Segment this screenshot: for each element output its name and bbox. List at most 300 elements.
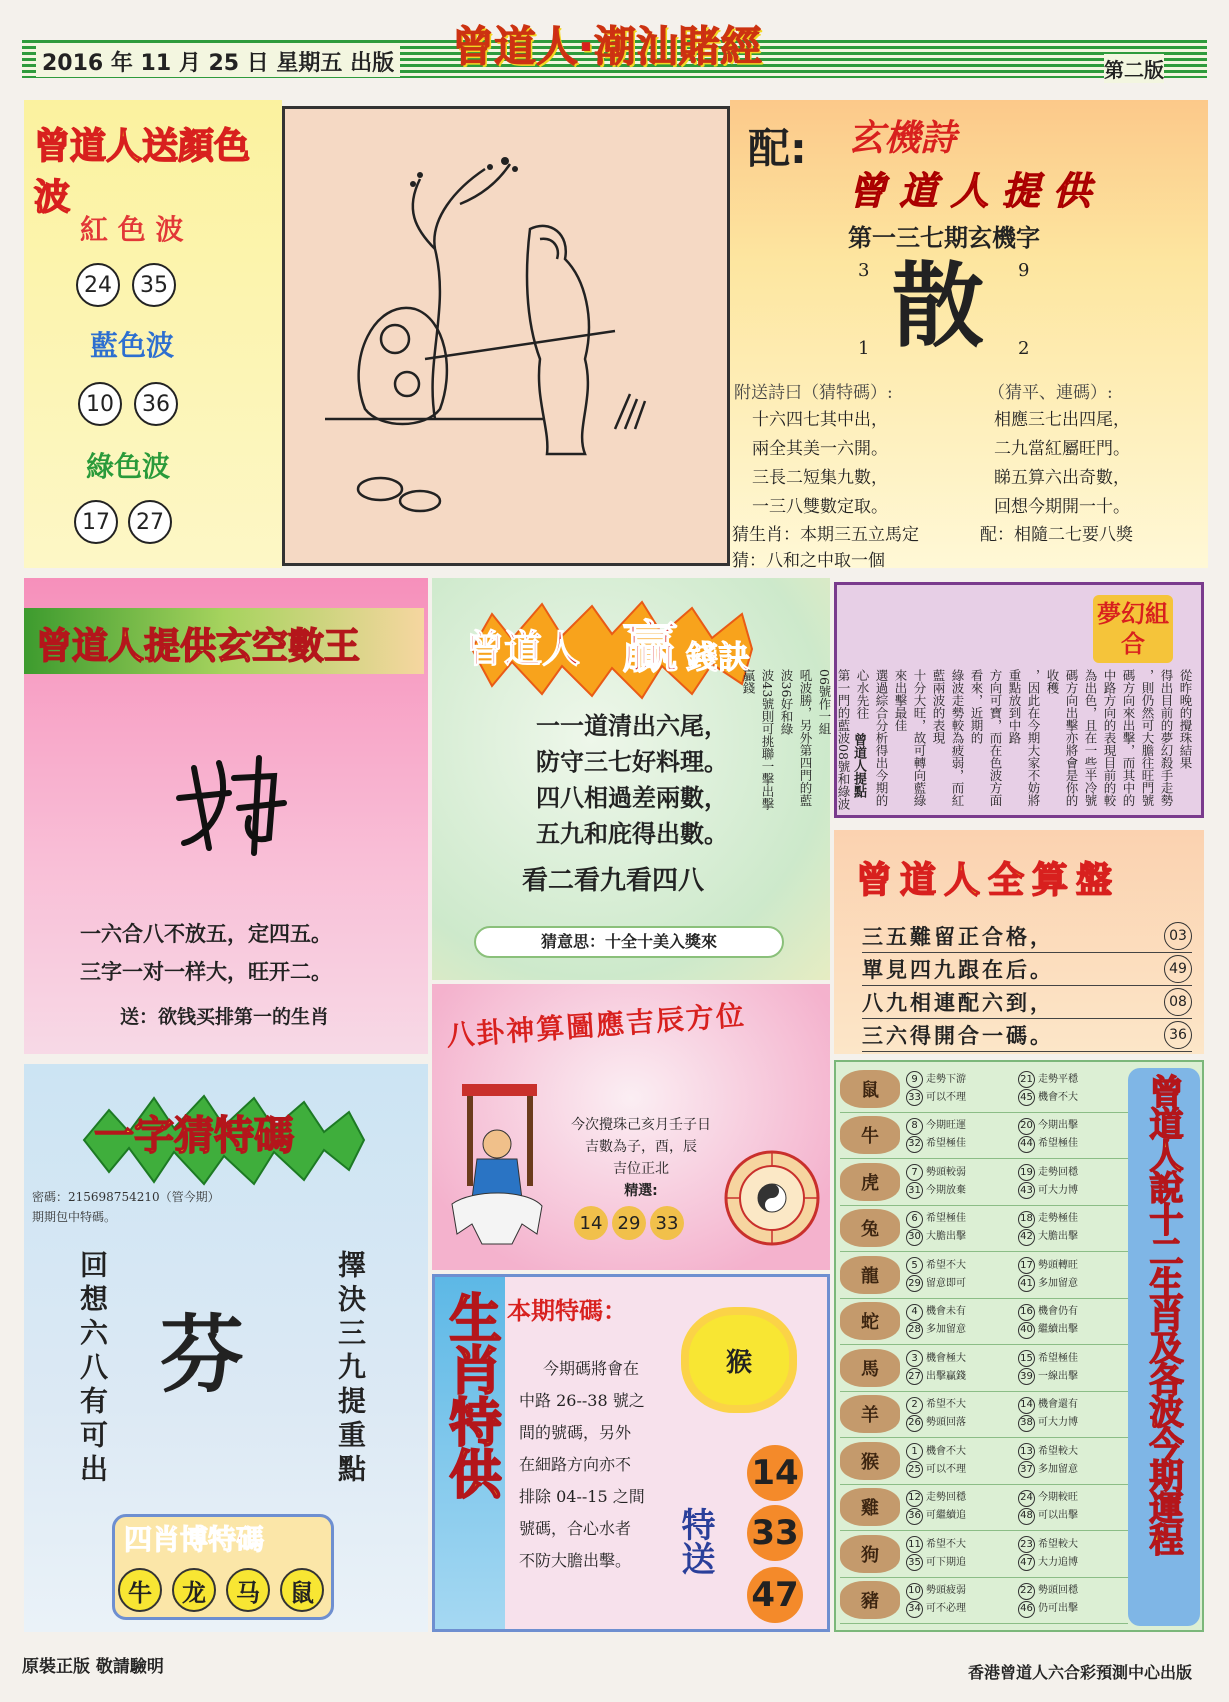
- fortune-cell: [1018, 1210, 1126, 1246]
- fortune-text: 機會不大: [1038, 1091, 1078, 1103]
- fortune-text: 今期放棄: [926, 1184, 966, 1196]
- dream-col: ，則仍然可大膽往旺門號: [1140, 669, 1155, 807]
- fortune-cell: [1018, 1582, 1126, 1618]
- fortune-num: 19: [1018, 1164, 1035, 1181]
- fortune-text: 走勢下游: [926, 1073, 966, 1085]
- zodiac-text: [519, 1353, 645, 1577]
- fortune-line: [906, 1396, 1014, 1414]
- fortune-line: [1018, 1257, 1126, 1275]
- fortune-text: 走勢極佳: [1038, 1213, 1078, 1225]
- guess-zodiac: 猜生肖：本期三五立馬定: [732, 525, 919, 545]
- fortune-text: 希望極佳: [926, 1138, 966, 1150]
- poem-left-line: 兩全其美一六開。: [752, 439, 888, 459]
- abacus-text: 單見四九跟在后。: [862, 957, 1054, 982]
- fortune-num: 45: [1018, 1089, 1035, 1106]
- zodiac-text-line: 中路 26--38 號之: [519, 1391, 645, 1410]
- abacus-panel: [834, 830, 1204, 1054]
- fortune-line: [1018, 1350, 1126, 1368]
- abacus-num: 36: [1164, 1021, 1192, 1049]
- fortune-line: [1018, 1582, 1126, 1600]
- fortune-line: [1018, 1600, 1126, 1618]
- fortune-text: 勢頭轉旺: [1038, 1259, 1078, 1271]
- fortune-line: [1018, 1135, 1126, 1153]
- fortune-text: 今期出擊: [1038, 1120, 1078, 1132]
- fortune-num: 25: [906, 1461, 923, 1478]
- fortune-line: [1018, 1321, 1126, 1339]
- fortune-num: 3: [906, 1350, 923, 1367]
- fortune-line: [906, 1164, 1014, 1182]
- fortune-line: [1018, 1117, 1126, 1135]
- special-num: 14: [747, 1445, 803, 1501]
- xuanji-provider: 曾 道 人 提 供: [848, 169, 1091, 213]
- fortune-line: [1018, 1443, 1126, 1461]
- zodiac-animal-icon: 狗: [840, 1535, 900, 1573]
- fortune-cell: [906, 1071, 1014, 1107]
- fortune-text: 走勢回穩: [1038, 1166, 1078, 1178]
- fortune-text: 大膽出擊: [1038, 1231, 1078, 1243]
- fortune-text: 走勢平穩: [1038, 1073, 1078, 1085]
- color-wave-panel: [24, 100, 282, 568]
- zodiac-animal-icon: 蛇: [840, 1302, 900, 1340]
- fortune-num: 21: [1018, 1071, 1035, 1088]
- fortune-line: [1018, 1489, 1126, 1507]
- fortune-text: 可不必理: [926, 1603, 966, 1615]
- left-column-text: 回想六八有可出: [76, 1250, 109, 1488]
- fortune-text: 可大力博: [1038, 1417, 1078, 1429]
- fortune-text: 希望較大: [1038, 1445, 1078, 1457]
- fortune-text: 希望不大: [926, 1538, 966, 1550]
- fortune-text: 希望極佳: [926, 1213, 966, 1225]
- fortune-text: 機會仍有: [1038, 1306, 1078, 1318]
- header-title: 曾道人·潮汕賭經: [452, 22, 762, 71]
- abacus-rows: [862, 920, 1192, 1052]
- zodiac-animal-icon: 龍: [840, 1256, 900, 1294]
- red-wave-label: 紅 色 波: [80, 213, 184, 246]
- fortune-cell: [906, 1210, 1014, 1246]
- dream-col: 吼波勝，另外第四門的藍波36好和綠: [779, 669, 813, 807]
- fortune-num: 33: [906, 1089, 923, 1106]
- win-look: 看二看九看四八: [522, 866, 705, 896]
- four-zodiac: 马: [226, 1568, 270, 1612]
- zodiac-animal-icon: 雞: [840, 1488, 900, 1526]
- dream-col: 贏錢: [741, 669, 756, 694]
- xuankong-line-2: 三字一对一样大，旺开二。: [80, 959, 332, 984]
- fortune-text: 希望極佳: [1038, 1138, 1078, 1150]
- fortune-cell: [1018, 1350, 1126, 1386]
- fortune-text: 仍可出擊: [1038, 1603, 1078, 1615]
- xuankong-title: 曾道人提供玄空數王: [36, 626, 361, 667]
- fortune-text: 一線出擊: [1038, 1370, 1078, 1382]
- bagua-num: 14: [574, 1206, 608, 1240]
- fortune-text: 多加留意: [1038, 1463, 1078, 1475]
- dream-col: 中路方向的表現目前的較: [1102, 669, 1117, 807]
- fortune-text: 留意即可: [926, 1277, 966, 1289]
- win-title-b: 贏: [622, 616, 678, 681]
- fortune-line: [906, 1489, 1014, 1507]
- fortune-text: 可大力博: [1038, 1184, 1078, 1196]
- xuankong-panel: [24, 578, 428, 1054]
- fortune-num: 44: [1018, 1136, 1035, 1153]
- red-ball-1: 24: [76, 263, 120, 307]
- fortune-cell: [1018, 1117, 1126, 1153]
- abacus-text: 三六得開合一碼。: [862, 1023, 1054, 1048]
- fortune-text: 希望不大: [926, 1259, 966, 1271]
- fortune-num: 29: [906, 1275, 923, 1292]
- fortune-num: 23: [1018, 1536, 1035, 1553]
- zodiac-text-line: 今期碼將會在: [543, 1359, 640, 1378]
- fortune-num: 9: [906, 1071, 923, 1088]
- bagua-num: 29: [612, 1206, 646, 1240]
- fortune-line: [1018, 1210, 1126, 1228]
- fortune-line: [906, 1507, 1014, 1525]
- zodiac-text-line: 間的號碼，另外: [519, 1423, 632, 1442]
- fortune-num: 15: [1018, 1350, 1035, 1367]
- fortune-num: 16: [1018, 1304, 1035, 1321]
- fortune-text: 今期旺運: [926, 1120, 966, 1132]
- poem-left-line: 三長二短集九數，: [752, 468, 888, 488]
- zodiac-animal-icon: 猴: [840, 1442, 900, 1480]
- zodiac-special-panel: [432, 1274, 830, 1632]
- abacus-row: [862, 953, 1192, 986]
- win-line: 一一道清出六尾，: [536, 711, 728, 740]
- poem-left: [752, 406, 888, 522]
- fortune-line: [906, 1414, 1014, 1432]
- fortune-text: 機會極大: [926, 1352, 966, 1364]
- zodiac-fortune-row: [840, 1206, 1128, 1253]
- zodiac-animal-icon: 羊: [840, 1395, 900, 1433]
- four-zodiacs: [118, 1568, 324, 1612]
- fortune-cell: [906, 1396, 1014, 1432]
- win-title-a: 曾道人: [466, 627, 581, 671]
- four-zodiac: 鼠: [280, 1568, 324, 1612]
- bagua-nums: [574, 1206, 684, 1240]
- xuankong-note: 送：欲钱买排第一的生肖: [120, 1006, 330, 1028]
- xuanji-panel: [730, 100, 1208, 571]
- poem-right-line: 二九當紅屬旺門。: [994, 439, 1130, 459]
- bagua-line: 今次攪珠己亥月壬子日: [571, 1117, 711, 1133]
- zodiac-fortune-row: [840, 1345, 1128, 1392]
- fortune-line: [906, 1461, 1014, 1479]
- fortune-text: 勢頭回落: [926, 1417, 966, 1429]
- fortune-num: 22: [1018, 1583, 1035, 1600]
- zodiac-fortune-row: [840, 1485, 1128, 1532]
- illustration-frame: [282, 106, 730, 566]
- special-send-label: 特送: [675, 1507, 715, 1575]
- fortune-line: [1018, 1228, 1126, 1246]
- dream-title: 夢幻組合: [1093, 595, 1173, 663]
- zodiac-fortune-row: [840, 1531, 1128, 1578]
- dream-col: 第一門的藍波08號和綠波06號作一組: [817, 669, 851, 810]
- fortune-line: [906, 1228, 1014, 1246]
- fortune-text: 希望較大: [1038, 1538, 1078, 1550]
- fortune-cell: [1018, 1536, 1126, 1572]
- poem-left-line: 一三八雙數定取。: [752, 497, 888, 517]
- one-char-glyph: 芬: [160, 1305, 245, 1404]
- fortune-num: 30: [906, 1229, 923, 1246]
- abacus-row: [862, 986, 1192, 1019]
- fortune-num: 14: [1018, 1397, 1035, 1414]
- fortune-line: [906, 1089, 1014, 1107]
- abacus-text: 八九相連配六到，: [862, 990, 1054, 1015]
- fortune-line: [906, 1368, 1014, 1386]
- header-edition: 第二版: [1104, 54, 1164, 83]
- fortune-num: 10: [906, 1583, 923, 1600]
- bagua-line: 吉數為子，酉，辰: [585, 1139, 697, 1155]
- fortune-line: [906, 1582, 1014, 1600]
- fortune-cell: [906, 1350, 1014, 1386]
- zodiac-fortune-row: [840, 1113, 1128, 1160]
- red-ball-2: 35: [132, 263, 176, 307]
- fortune-num: 13: [1018, 1443, 1035, 1460]
- fortune-text: 多加留意: [926, 1324, 966, 1336]
- fortune-text: 繼續出擊: [1038, 1324, 1078, 1336]
- zodiac-fortune-row: [840, 1578, 1128, 1625]
- abacus-num: 08: [1164, 988, 1192, 1016]
- fortune-line: [1018, 1554, 1126, 1572]
- fortune-num: 31: [906, 1182, 923, 1199]
- right-column-text: 擇決三九提重點: [334, 1250, 367, 1488]
- fortune-num: 41: [1018, 1275, 1035, 1292]
- xuanji-title: 玄機詩: [848, 118, 957, 159]
- dream-col: 碼方向出擊亦將會是你的收穫: [1045, 669, 1079, 807]
- fortune-text: 可下期追: [926, 1556, 966, 1568]
- fortune-cell: [906, 1257, 1014, 1293]
- zodiac-animal-icon: 鼠: [840, 1070, 900, 1108]
- flower-zodiac: 猴: [689, 1315, 789, 1405]
- dream-col: 得出目前的夢幻殺手走勢: [1159, 669, 1174, 807]
- four-title: 四肖博特碼: [124, 1523, 265, 1556]
- fortune-line: [906, 1536, 1014, 1554]
- fortune-text: 機會未有: [926, 1306, 966, 1318]
- fortune-num: 24: [1018, 1490, 1035, 1507]
- fortune-num: 1: [906, 1443, 923, 1460]
- bagua-panel: [432, 984, 830, 1270]
- guess-line2: 猜：八和之中取一個: [732, 551, 885, 571]
- special-num: 33: [747, 1505, 803, 1561]
- fortune-text: 大膽出擊: [926, 1231, 966, 1243]
- fortune-text: 勢頭疲弱: [926, 1585, 966, 1597]
- fortune-num: 7: [906, 1164, 923, 1181]
- zodiac-text-line: 排除 04--15 之間: [519, 1487, 645, 1506]
- fortune-num: 38: [1018, 1415, 1035, 1432]
- fortune-cell: [906, 1582, 1014, 1618]
- fortune-cell: [906, 1303, 1014, 1339]
- poem-right-head: （猜平、連碼）:: [988, 383, 1113, 403]
- abacus-num: 49: [1164, 955, 1192, 983]
- fortune-num: 2: [906, 1397, 923, 1414]
- corner-num-bl: 1: [858, 338, 870, 359]
- dream-col: 為出色，且在一些半冷號: [1083, 669, 1098, 807]
- fortune-text: 大力追博: [1038, 1556, 1078, 1568]
- fortune-num: 47: [1018, 1554, 1035, 1571]
- fortune-text: 可以不理: [926, 1463, 966, 1475]
- fortune-num: 42: [1018, 1229, 1035, 1246]
- zodiac-fortune-row: [840, 1392, 1128, 1439]
- fortune-num: 32: [906, 1136, 923, 1153]
- fortune-text: 可以出擊: [1038, 1510, 1078, 1522]
- abacus-text: 三五難留正合格，: [862, 924, 1054, 949]
- zodiac-side-title: 生肖特供: [440, 1291, 500, 1499]
- fortune-num: 35: [906, 1554, 923, 1571]
- fortune-num: 20: [1018, 1118, 1035, 1135]
- fortune-line: [1018, 1164, 1126, 1182]
- win-line: 五九和庇得出數。: [536, 819, 728, 848]
- bagua-lines: [556, 1114, 726, 1202]
- dream-col: 從昨晚的攪珠結果: [1178, 669, 1193, 769]
- scholar-illustration: [285, 109, 727, 563]
- zodiac-fortune-row: [840, 1159, 1128, 1206]
- fortune-cell: [1018, 1257, 1126, 1293]
- fortune-cell: [906, 1489, 1014, 1525]
- color-wave-title: 曾道人送顏色波: [34, 126, 251, 218]
- zodiac-animal-icon: 牛: [840, 1116, 900, 1154]
- dream-col: 十分大旺，故可轉向藍綠來出擊最佳: [893, 669, 927, 807]
- win-lines: [536, 708, 728, 852]
- fortune-line: [1018, 1461, 1126, 1479]
- fortune-cell: [906, 1164, 1014, 1200]
- twelve-zodiac-panel: [834, 1060, 1204, 1632]
- fortune-line: [1018, 1303, 1126, 1321]
- dream-col: 方向可寶，而在色波方面看來，近期的: [969, 669, 1003, 807]
- zodiac-fortune-row: [840, 1066, 1128, 1113]
- bagua-title: 八卦神算圖應吉辰方位: [445, 998, 747, 1053]
- footer-right: 香港曾道人六合彩預測中心出版: [968, 1663, 1193, 1682]
- fortune-line: [1018, 1071, 1126, 1089]
- one-char-title: 一字猜特碼: [94, 1113, 294, 1159]
- fortune-text: 走勢回穩: [926, 1492, 966, 1504]
- fortune-line: [906, 1350, 1014, 1368]
- abacus-row: [862, 1019, 1192, 1052]
- zodiac-fortune-row: [840, 1252, 1128, 1299]
- abacus-row: [862, 920, 1192, 953]
- fortune-cell: [1018, 1303, 1126, 1339]
- code-note: 密碼：215698754210（管今期）: [32, 1190, 220, 1204]
- zodiac-animal-icon: 馬: [840, 1349, 900, 1387]
- poem-right-line: 相應三七出四尾，: [994, 410, 1130, 430]
- fortune-cell: [906, 1117, 1014, 1153]
- four-zodiac: 龙: [172, 1568, 216, 1612]
- poem-right-line: 回想今期開一十。: [994, 497, 1130, 517]
- fortune-cell: [1018, 1396, 1126, 1432]
- fortune-num: 43: [1018, 1182, 1035, 1199]
- fortune-line: [906, 1443, 1014, 1461]
- fortune-text: 多加留意: [1038, 1277, 1078, 1289]
- fortune-num: 37: [1018, 1461, 1035, 1478]
- fortune-text: 機會還有: [1038, 1399, 1078, 1411]
- calligraphy-glyph: [174, 748, 294, 858]
- zodiac-text-line: 在細路方向亦不: [519, 1455, 632, 1474]
- fortune-cell: [906, 1443, 1014, 1479]
- fortune-line: [1018, 1536, 1126, 1554]
- fortune-num: 39: [1018, 1368, 1035, 1385]
- fortune-line: [1018, 1182, 1126, 1200]
- poem-right: [994, 406, 1130, 522]
- xuanji-pei: 配:: [748, 124, 807, 173]
- bagua-line: 吉位正北: [613, 1161, 669, 1177]
- zodiac-animal-icon: 豬: [840, 1581, 900, 1619]
- blue-ball-1: 10: [78, 382, 122, 426]
- fortune-num: 12: [906, 1490, 923, 1507]
- fortune-num: 27: [906, 1368, 923, 1385]
- fortune-num: 18: [1018, 1211, 1035, 1228]
- fortune-num: 28: [906, 1322, 923, 1339]
- xuanji-char: 散: [892, 252, 985, 360]
- fortune-num: 6: [906, 1211, 923, 1228]
- dream-sign: 曾道人提點: [851, 733, 866, 798]
- fortune-num: 17: [1018, 1257, 1035, 1274]
- fortune-line: [1018, 1414, 1126, 1432]
- fortune-line: [906, 1117, 1014, 1135]
- zodiac-animal-icon: 虎: [840, 1163, 900, 1201]
- blue-wave-label: 藍色波: [90, 329, 175, 362]
- fortune-line: [906, 1600, 1014, 1618]
- fortune-line: [906, 1554, 1014, 1572]
- fortune-num: 36: [906, 1508, 923, 1525]
- dream-col: 波43號則可挑聯一擊出擊: [760, 669, 775, 810]
- abacus-title: 曾道人全算盤: [856, 860, 1121, 901]
- dream-col: 綠波走勢較為疲弱，而紅藍兩波的表現: [931, 669, 965, 807]
- fortune-num: 34: [906, 1601, 923, 1618]
- fortune-text: 今期較旺: [1038, 1492, 1078, 1504]
- twelve-rows: [840, 1066, 1128, 1624]
- zodiac-text-line: 號碼，合心水者: [519, 1519, 632, 1538]
- win-title-c: 錢訣: [686, 638, 751, 676]
- fortune-cell: [1018, 1443, 1126, 1479]
- fortune-line: [1018, 1089, 1126, 1107]
- fortune-num: 40: [1018, 1322, 1035, 1339]
- guess-pair: 配：相隨二七要八獎: [980, 525, 1133, 545]
- fortune-line: [1018, 1275, 1126, 1293]
- xuankong-line-1: 一六合八不放五，定四五。: [80, 921, 332, 946]
- fortune-text: 希望不大: [926, 1399, 966, 1411]
- poem-right-line: 睇五算六出奇數，: [994, 468, 1130, 488]
- fortune-num: 11: [906, 1536, 923, 1553]
- corner-num-tr: 9: [1018, 260, 1030, 281]
- footer-left: 原裝正版 敬請驗明: [22, 1657, 164, 1677]
- zodiac-fortune-row: [840, 1438, 1128, 1485]
- fortune-num: 26: [906, 1415, 923, 1432]
- fortune-cell: [906, 1536, 1014, 1572]
- fortune-line: [906, 1135, 1014, 1153]
- fortune-cell: [1018, 1071, 1126, 1107]
- fortune-line: [906, 1071, 1014, 1089]
- fortune-text: 勢頭回穩: [1038, 1585, 1078, 1597]
- win-line: 四八相過差兩數，: [536, 783, 728, 812]
- bagua-label: 精選:: [624, 1183, 658, 1199]
- zodiac-text-line: 不防大膽出擊。: [519, 1551, 632, 1570]
- fortune-text: 勢頭較弱: [926, 1166, 966, 1178]
- general-on-horse-icon: [442, 1074, 552, 1254]
- fortune-text: 希望極佳: [1038, 1352, 1078, 1364]
- code-note-2: 期期包中特碼。: [32, 1210, 117, 1224]
- poem-left-head: 附送詩曰（猜特碼）:: [734, 383, 893, 403]
- dream-columns: [739, 669, 1195, 815]
- fortune-text: 出擊贏錢: [926, 1370, 966, 1382]
- win-guess-meaning: 猜意思：十全十美入獎來: [474, 926, 784, 958]
- bagua-num: 33: [650, 1206, 684, 1240]
- special-num: 47: [747, 1567, 803, 1623]
- zodiac-special-title: 本期特碼：: [507, 1297, 627, 1325]
- dream-panel: [741, 582, 1204, 818]
- fortune-num: 46: [1018, 1601, 1035, 1618]
- bagua-wheel-icon: [722, 1148, 822, 1248]
- fortune-line: [906, 1210, 1014, 1228]
- fortune-line: [906, 1321, 1014, 1339]
- fortune-cell: [1018, 1164, 1126, 1200]
- one-char-panel: [24, 1064, 428, 1632]
- fortune-cell: [1018, 1489, 1126, 1525]
- four-zodiac: 牛: [118, 1568, 162, 1612]
